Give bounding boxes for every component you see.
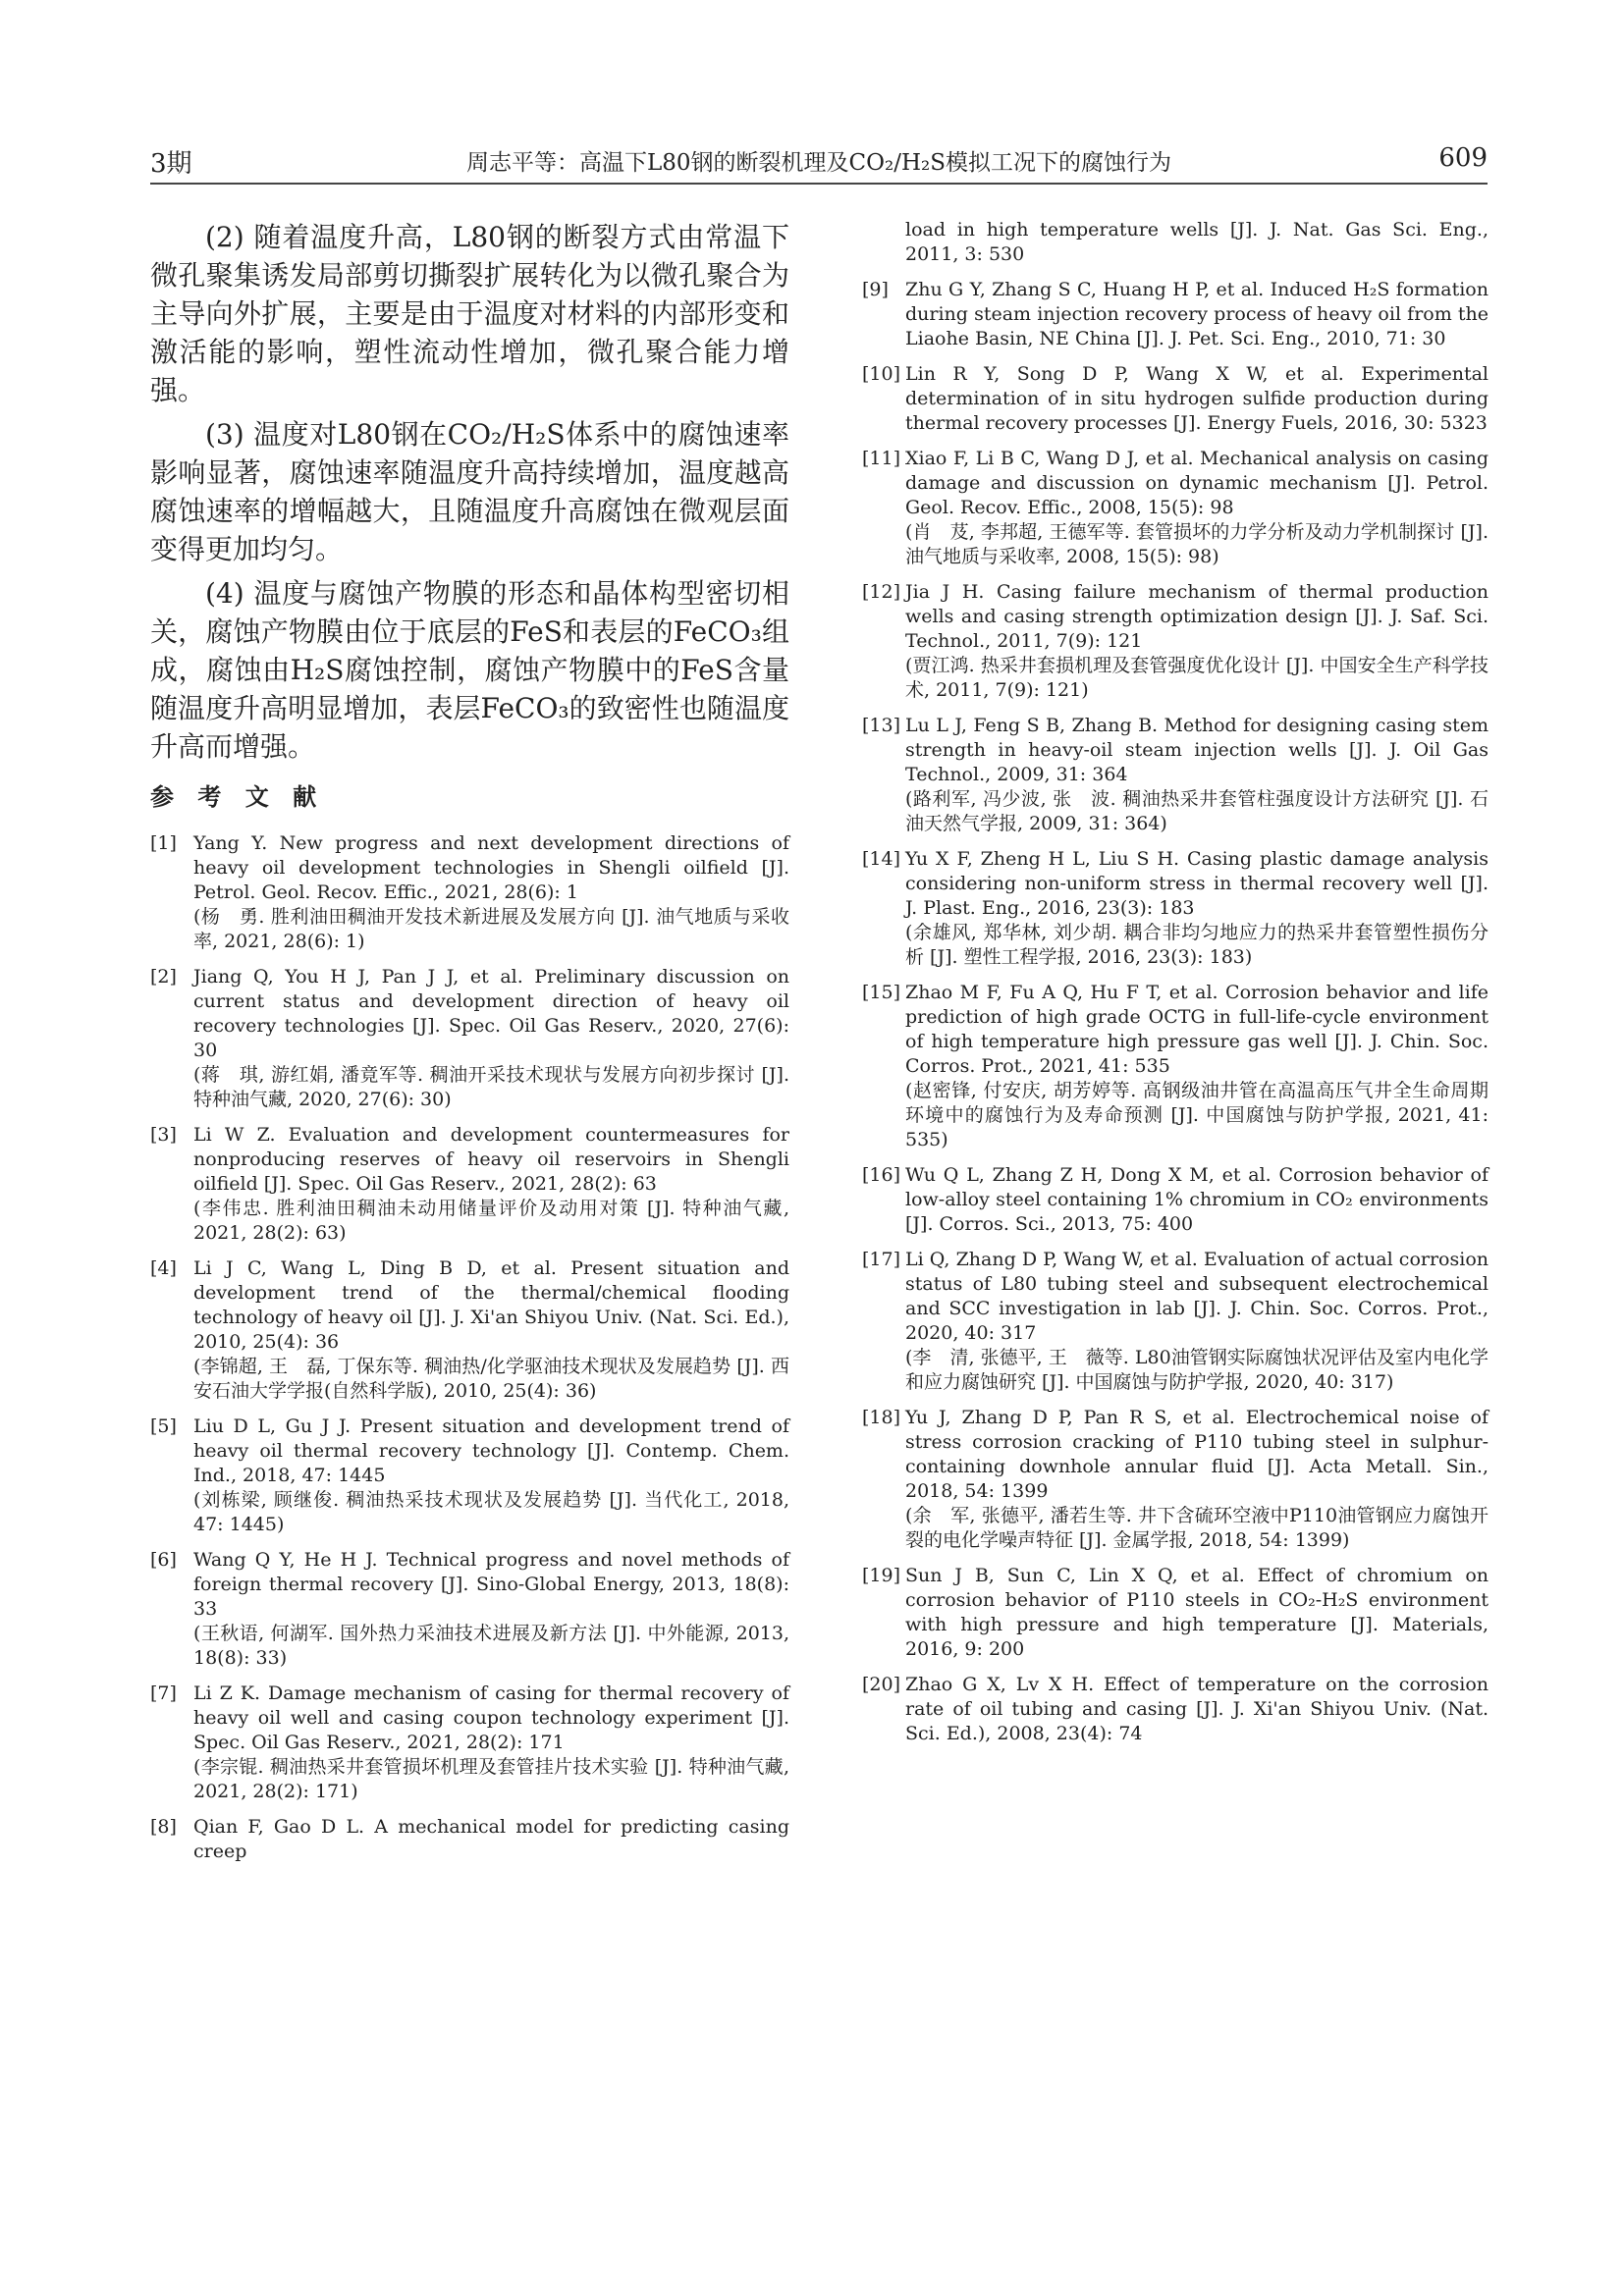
reference-english: Yu J, Zhang D P, Pan R S, et al. Electrochemical noise of stress corrosion cracking of P110 tubing steel in sulphur-containing downhole annular fluid [J]. Acta Metall. Sin., 2018, 54: 1399 (905, 1407, 1489, 1502)
references-heading: 参 考 文 献 (150, 782, 325, 811)
reference-number: [11] (862, 448, 901, 469)
reference-item (862, 278, 1489, 351)
reference-item (862, 1564, 1489, 1662)
reference-chinese: (贾江鸿. 热采井套损机理及套管强度优化设计 [J]. 中国安全生产科学技术, 2011, 7(9): 121) (905, 655, 1489, 701)
reference-number: [4] (150, 1257, 177, 1279)
reference-english: Xiao F, Li B C, Wang D J, et al. Mechanical analysis on casing damage and discussion on dynamic mechanism [J]. Petrol. Geol. Recov. Effic., 2008, 15(5): 98 (905, 448, 1489, 518)
left-column (150, 218, 789, 1875)
reference-english: Liu D L, Gu J J. Present situation and development trend of heavy oil thermal recovery technology [J]. Contemp. Chem. Ind., 2018, 47: 1445 (193, 1415, 789, 1486)
reference-english: Zhao M F, Fu A Q, Hu F T, et al. Corrosion behavior and life prediction of high grade OCTG in full-life-cycle environment of high temperature high pressure gas well [J]. J. Chin. Soc. Corros. Prot., 2021, 41: 535 (905, 982, 1489, 1077)
reference-item (862, 1673, 1489, 1746)
reference-item (150, 1548, 789, 1671)
reference-item (862, 981, 1489, 1152)
reference-english: Lin R Y, Song D P, Wang X W, et al. Experimental determination of in situ hydrogen sulfide production during thermal recovery processes [J]. Energy Fuels, 2016, 30: 5323 (905, 363, 1489, 434)
reference-english: Qian F, Gao D L. A mechanical model for predicting casing creep (193, 1816, 789, 1862)
reference-chinese: (李宗锟. 稠油热采井套管损坏机理及套管挂片技术实验 [J]. 特种油气藏, 2021, 28(2): 171) (193, 1756, 789, 1802)
reference-chinese: (路利军, 冯少波, 张 波. 稠油热采井套管柱强度设计方法研究 [J]. 石油天然气学报, 2009, 31: 364) (905, 788, 1489, 834)
reference-item (862, 362, 1489, 436)
reference-english: Sun J B, Sun C, Lin X Q, et al. Effect of chromium on corrosion behavior of P110 steels in CO₂-H₂S environment with high pressure and high temperature [J]. Materials, 2016, 9: 200 (905, 1565, 1489, 1660)
reference-item (862, 1248, 1489, 1395)
conclusion-paragraph: (4) 温度与腐蚀产物膜的形态和晶体构型密切相关，腐蚀产物膜由位于底层的FeS和表层的FeCO₃组成，腐蚀由H₂S腐蚀控制，腐蚀产物膜中的FeS含量随温度升高明显增加，表层FeCO₃的致密性也随温度升高而增强。 (150, 577, 789, 763)
reference-number: [15] (862, 982, 901, 1003)
reference-number: [16] (862, 1164, 901, 1186)
running-header (150, 135, 1488, 185)
reference-item (862, 714, 1489, 836)
reference-chinese: (李 清, 张德平, 王 薇等. L80油管钢实际腐蚀状况评估及室内电化学和应力腐蚀研究 [J]. 中国腐蚀与防护学报, 2020, 40: 317) (905, 1347, 1489, 1393)
reference-item (150, 965, 789, 1112)
reference-chinese: (余雄风, 郑华林, 刘少胡. 耦合非均匀地应力的热采井套管塑性损伤分析 [J]. 塑性工程学报, 2016, 23(3): 183) (905, 922, 1489, 968)
reference-number: [1] (150, 832, 177, 854)
reference-english: Yang Y. New progress and next development directions of heavy oil development technologies in Shengli oilfield [J]. Petrol. Geol. Recov. Effic., 2021, 28(6): 1 (193, 832, 789, 903)
reference-english: Lu L J, Feng S B, Zhang B. Method for designing casing stem strength in heavy-oil steam injection wells [J]. J. Oil Gas Technol., 2009, 31: 364 (905, 715, 1489, 785)
running-title: 周志平等：高温下L80钢的断裂机理及CO₂/H₂S模拟工况下的腐蚀行为 (466, 150, 1171, 176)
reference-english: Wang Q Y, He H J. Technical progress and novel methods of foreign thermal recovery [J]. Sino-Global Energy, 2013, 18(8): 33 (193, 1549, 789, 1620)
reference-item (862, 1406, 1489, 1553)
reference-item (862, 1163, 1489, 1237)
conclusion-paragraph: (3) 温度对L80钢在CO₂/H₂S体系中的腐蚀速率影响显著，腐蚀速率随温度升高持续增加，温度越高腐蚀速率的增幅越大，且随温度升高腐蚀在微观层面变得更加均匀。 (150, 418, 789, 565)
reference-number: [18] (862, 1407, 901, 1428)
reference-item (150, 831, 789, 954)
reference-number: [12] (862, 581, 901, 603)
page-number: 609 (1438, 143, 1488, 173)
reference-number: [2] (150, 966, 177, 988)
reference-item (150, 1123, 789, 1246)
right-column (862, 218, 1489, 1757)
reference-english: Li Z K. Damage mechanism of casing for thermal recovery of heavy oil well and casing coupon technology experiment [J]. Spec. Oil Gas Reserv., 2021, 28(2): 171 (193, 1682, 789, 1753)
reference-item (862, 580, 1489, 703)
conclusion-paragraph: (2) 随着温度升高，L80钢的断裂方式由常温下微孔聚集诱发局部剪切撕裂扩展转化为以微孔聚合为主导向外扩展，主要是由于温度对材料的内部形变和激活能的影响，塑性流动性增加，微孔聚合能力增强。 (150, 221, 789, 406)
reference-english: Li W Z. Evaluation and development countermeasures for nonproducing reserves of heavy oil reservoirs in Shengli oilfield [J]. Spec. Oil Gas Reserv., 2021, 28(2): 63 (193, 1124, 789, 1195)
reference-chinese: (蒋 琪, 游红娟, 潘竟军等. 稠油开采技术现状与发展方向初步探讨 [J]. 特种油气藏, 2020, 27(6): 30) (193, 1064, 789, 1110)
reference-english: Yu X F, Zheng H L, Liu S H. Casing plastic damage analysis considering non-uniform stress in thermal recovery well [J]. J. Plast. Eng., 2016, 23(3): 183 (905, 848, 1489, 919)
issue-number: 3期 (150, 149, 192, 179)
reference-item (862, 447, 1489, 569)
reference-english: Li J C, Wang L, Ding B D, et al. Present situation and development trend of the thermal/chemical flooding technology of heavy oil [J]. J. Xi'an Shiyou Univ. (Nat. Sci. Ed.), 2010, 25(4): 36 (193, 1257, 789, 1353)
reference-number: [5] (150, 1415, 177, 1437)
reference-chinese: (刘栋梁, 顾继俊. 稠油热采技术现状及发展趋势 [J]. 当代化工, 2018, 47: 1445) (193, 1489, 789, 1535)
reference-number: [20] (862, 1674, 901, 1695)
reference-chinese: (肖 芨, 李邦超, 王德军等. 套管损坏的力学分析及动力学机制探讨 [J]. 油气地质与采收率, 2008, 15(5): 98) (905, 521, 1489, 567)
reference-chinese: (李伟忠. 胜利油田稠油未动用储量评价及动用对策 [J]. 特种油气藏, 2021, 28(2): 63) (193, 1198, 789, 1244)
reference-number: [14] (862, 848, 901, 870)
reference-number: [13] (862, 715, 901, 736)
reference-item (150, 1256, 789, 1404)
reference-chinese: (杨 勇. 胜利油田稠油开发技术新进展及发展方向 [J]. 油气地质与采收率, 2021, 28(6): 1) (193, 906, 789, 952)
reference-number: [7] (150, 1682, 177, 1704)
reference-chinese: (赵密锋, 付安庆, 胡芳婷等. 高钢级油井管在高温高压气井全生命周期环境中的腐蚀行为及寿命预测 [J]. 中国腐蚀与防护学报, 2021, 41: 535) (905, 1080, 1489, 1150)
reference-item (150, 1815, 789, 1864)
reference-item (862, 847, 1489, 970)
reference-number: [17] (862, 1249, 901, 1270)
reference-english: Li Q, Zhang D P, Wang W, et al. Evaluation of actual corrosion status of L80 tubing steel and subsequent electrochemical and SCC investigation in lab [J]. J. Chin. Soc. Corros. Prot., 2020, 40: 317 (905, 1249, 1489, 1344)
reference-chinese: (李锦超, 王 磊, 丁保东等. 稠油热/化学驱油技术现状及发展趋势 [J]. 西安石油大学学报(自然科学版), 2010, 25(4): 36) (193, 1356, 789, 1402)
reference-english: Zhao G X, Lv X H. Effect of temperature on the corrosion rate of oil tubing and casing [J]. J. Xi'an Shiyou Univ. (Nat. Sci. Ed.), 2008, 23(4): 74 (905, 1674, 1489, 1744)
reference-english: Jiang Q, You H J, Pan J J, et al. Preliminary discussion on current status and development direction of heavy oil recovery technologies [J]. Spec. Oil Gas Reserv., 2020, 27(6): 30 (193, 966, 789, 1061)
reference-number: [10] (862, 363, 901, 385)
reference-number: [19] (862, 1565, 901, 1586)
reference-continuation: load in high temperature wells [J]. J. Nat. Gas Sci. Eng., 2011, 3: 530 (905, 219, 1489, 265)
reference-chinese: (王秋语, 何湖军. 国外热力采油技术进展及新方法 [J]. 中外能源, 2013, 18(8): 33) (193, 1623, 789, 1669)
reference-number: [6] (150, 1549, 177, 1571)
reference-item (150, 1415, 789, 1537)
reference-chinese: (余 军, 张德平, 潘若生等. 井下含硫环空液中P110油管钢应力腐蚀开裂的电化学噪声特征 [J]. 金属学报, 2018, 54: 1399) (905, 1505, 1489, 1551)
reference-number: [8] (150, 1816, 177, 1838)
reference-english: Jia J H. Casing failure mechanism of thermal production wells and casing strength optimization design [J]. J. Saf. Sci. Technol., 2011, 7(9): 121 (905, 581, 1489, 652)
reference-number: [9] (862, 279, 889, 300)
reference-english: Wu Q L, Zhang Z H, Dong X M, et al. Corrosion behavior of low-alloy steel containing 1% chromium in CO₂ environments [J]. Corros. Sci., 2013, 75: 400 (905, 1164, 1489, 1235)
reference-item (150, 1682, 789, 1804)
reference-number: [3] (150, 1124, 177, 1146)
reference-english: Zhu G Y, Zhang S C, Huang H P, et al. Induced H₂S formation during steam injection recovery process of heavy oil from the Liaohe Basin, NE China [J]. J. Pet. Sci. Eng., 2010, 71: 30 (905, 279, 1489, 349)
